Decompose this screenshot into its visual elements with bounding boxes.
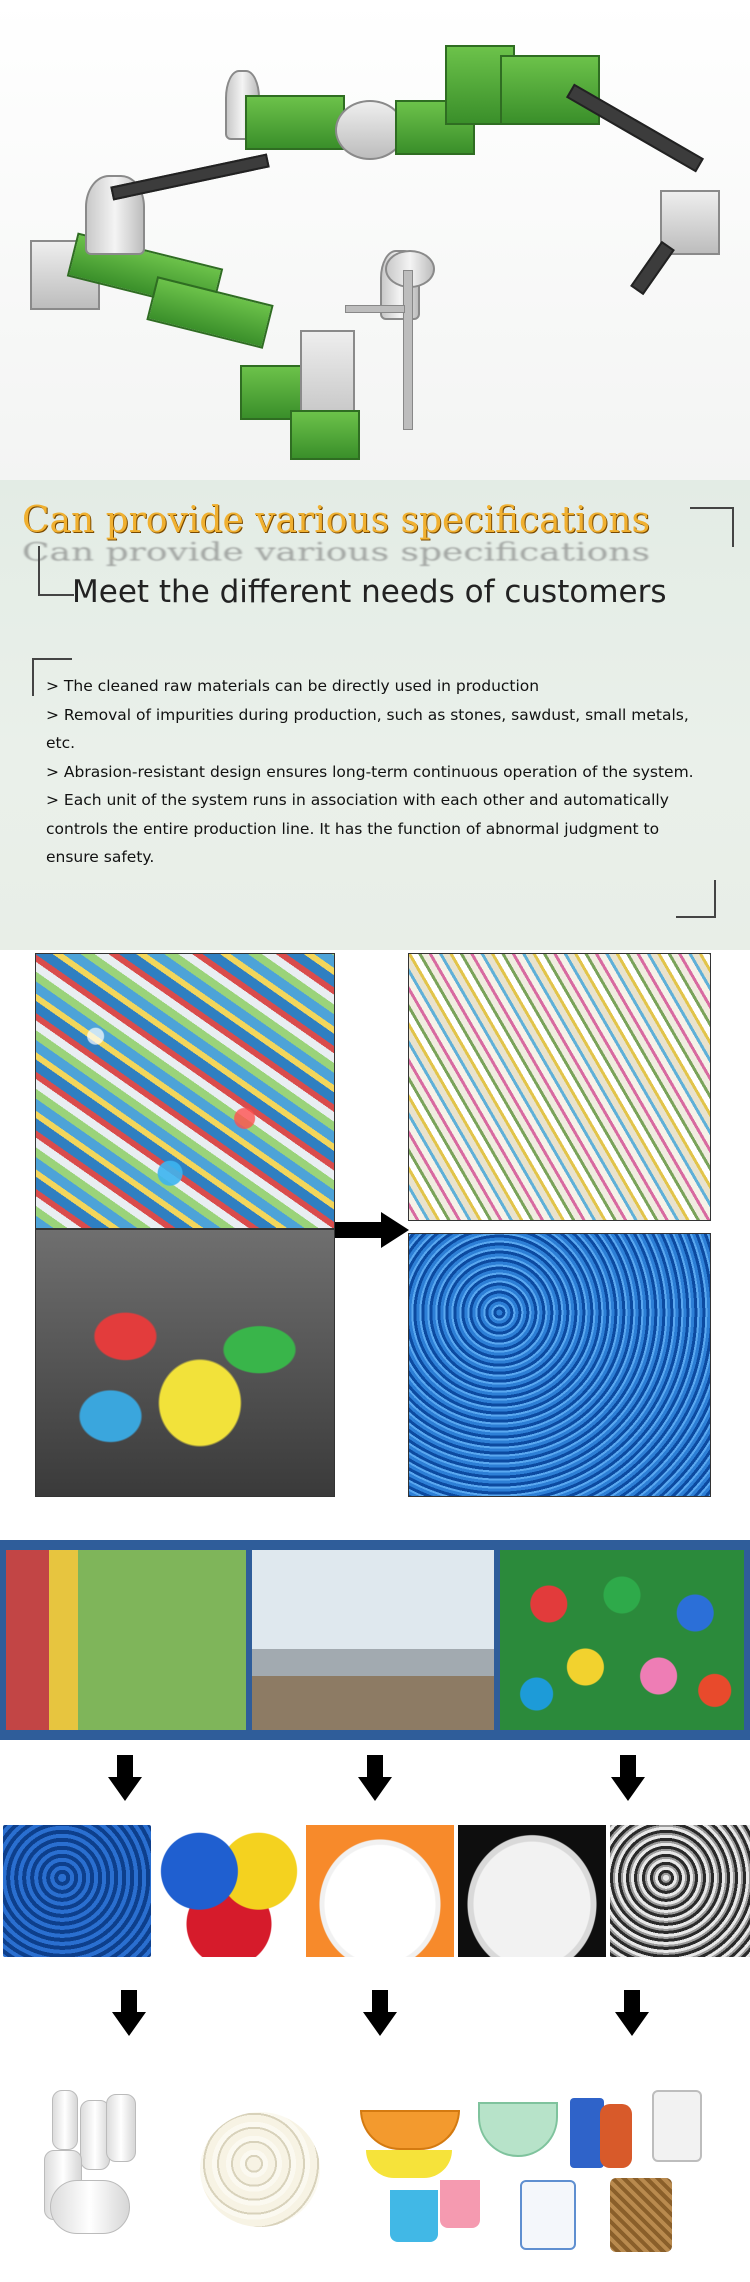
photo-white-pellets [200, 2112, 320, 2227]
subtitle-bracket [38, 546, 74, 596]
film-roll [50, 2180, 130, 2234]
machine-conveyor [110, 154, 269, 201]
orange-basin [360, 2110, 460, 2150]
photo-plastic-ropes [35, 1229, 335, 1497]
feature-item: > Abrasion-resistant design ensures long-term continuous operation of the system. [46, 762, 694, 781]
title-reflection: Can provide various specifications [22, 538, 650, 567]
photo-woven-bags [6, 1550, 246, 1730]
down-arrow-icon [611, 1755, 645, 1801]
photo-blue-pellets [408, 1233, 711, 1497]
specification-panel [0, 480, 750, 950]
film-roll [52, 2090, 78, 2150]
machine-washer [245, 95, 345, 150]
machine-feed-conveyor [630, 241, 675, 295]
pedal-bin [520, 2180, 576, 2250]
down-arrow-icon [108, 1755, 142, 1801]
photo-greenhouse-film [252, 1550, 494, 1730]
machine-pipe-horizontal [345, 305, 405, 313]
list-bracket-bottom [676, 880, 716, 918]
down-arrow-icon [112, 1990, 146, 2036]
photo-colored-granules [155, 1825, 303, 1957]
yellow-basin [366, 2150, 452, 2178]
down-arrow-icon [358, 1755, 392, 1801]
pink-bucket [440, 2180, 480, 2228]
woven-basket [610, 2178, 672, 2252]
machine-pipe [403, 270, 413, 430]
right-arrow-icon [335, 1212, 409, 1248]
feature-list [46, 672, 706, 872]
green-basin [478, 2102, 558, 2157]
feature-item: > Removal of impurities during production, such as stones, sawdust, small metals, etc. [46, 705, 689, 752]
photo-household-plastics [360, 2080, 730, 2260]
white-bin [652, 2090, 702, 2162]
photo-plastic-flakes [408, 953, 711, 1221]
down-arrow-icon [363, 1990, 397, 2036]
down-arrow-icon [615, 1990, 649, 2036]
photo-white-granules-black [458, 1825, 606, 1957]
photo-film-rolls [40, 2090, 150, 2240]
blue-bucket [390, 2190, 438, 2242]
machine-base [290, 410, 360, 460]
blue-basket [570, 2098, 604, 2168]
spec-title: Can provide various specifications [22, 500, 650, 541]
machine-incline-conveyor [566, 84, 704, 173]
photo-clear-granules [610, 1825, 750, 1957]
title-bracket [690, 507, 734, 547]
feature-item: > Each unit of the system runs in association with each other and automatically controls the entire production line. It has the function of abnormal judgment to ensure safety. [46, 791, 669, 866]
photo-white-granules-orange [306, 1825, 454, 1957]
recycling-line-illustration [0, 0, 750, 480]
orange-jug [600, 2104, 632, 2168]
photo-bottle-caps [500, 1550, 744, 1730]
feature-item: > The cleaned raw materials can be directly used in production [46, 677, 540, 695]
photo-plastic-bottles [35, 953, 335, 1229]
spec-subtitle: Meet the different needs of customers [72, 574, 667, 610]
photo-blue-granules [3, 1825, 151, 1957]
film-roll [106, 2094, 136, 2162]
